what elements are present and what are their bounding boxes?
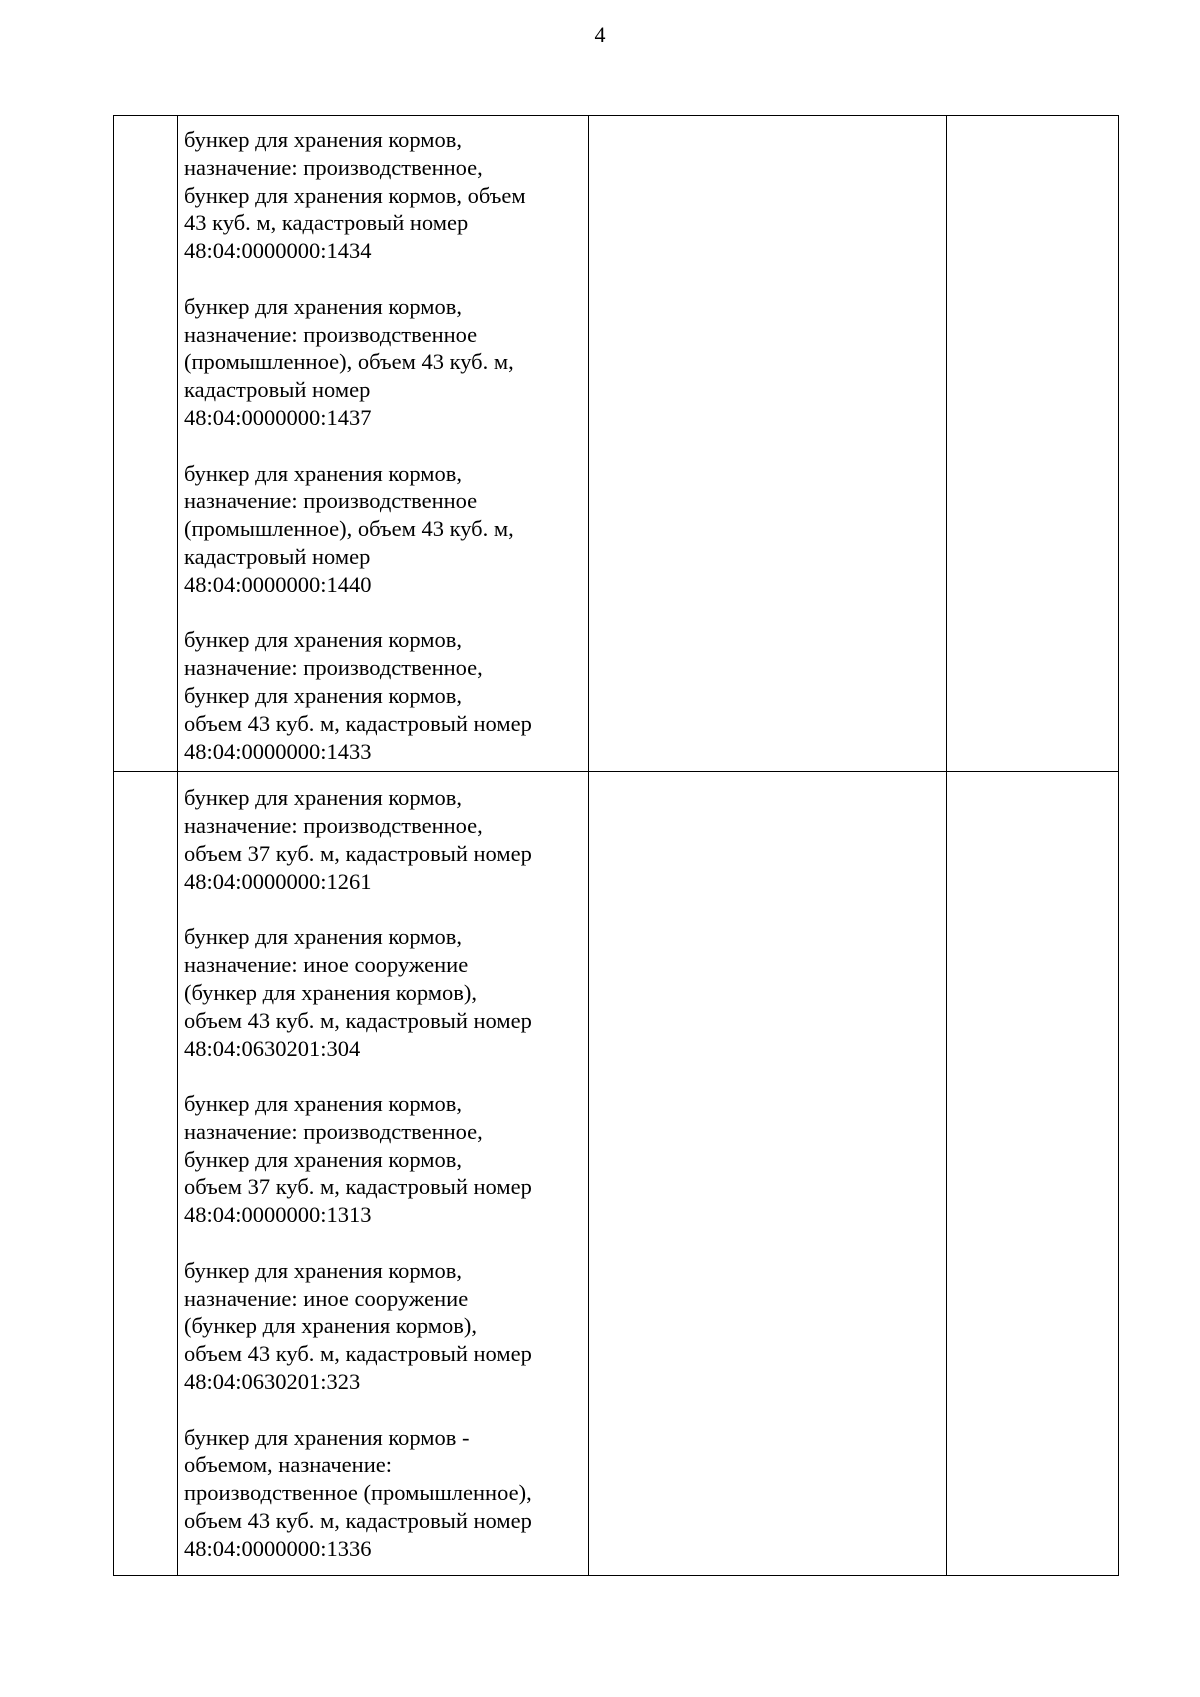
entry-line: объем 43 куб. м, кадастровый номер bbox=[184, 1508, 532, 1534]
entry-line: бункер для хранения кормов, bbox=[184, 627, 463, 653]
entry-line: назначение: иное сооружение bbox=[184, 1285, 469, 1311]
entry-line: бункер для хранения кормов - bbox=[184, 1424, 470, 1450]
description-cell bbox=[178, 116, 589, 772]
entry-line: 48:04:0630201:304 bbox=[184, 1035, 361, 1061]
entry-line: 48:04:0000000:1336 bbox=[184, 1535, 372, 1561]
object-entry bbox=[178, 293, 588, 432]
entry-line: объем 37 куб. м, кадастровый номер bbox=[184, 840, 532, 866]
entry-line: назначение: иное сооружение bbox=[184, 952, 469, 978]
entry-line: 48:04:0000000:1440 bbox=[184, 571, 372, 597]
table-row bbox=[114, 772, 1119, 1575]
entry-line: кадастровый номер bbox=[184, 543, 371, 569]
entry-line: (бункер для хранения кормов), bbox=[184, 1313, 478, 1339]
entry-line: объем 43 куб. м, кадастровый номер bbox=[184, 1341, 532, 1367]
table-row bbox=[114, 116, 1119, 772]
empty-cell bbox=[589, 772, 947, 1575]
object-entry bbox=[178, 460, 588, 599]
entry-line: назначение: производственное, bbox=[184, 655, 483, 681]
object-entry bbox=[178, 626, 588, 765]
entry-line: (промышленное), объем 43 куб. м, bbox=[184, 516, 514, 542]
entry-line: назначение: производственное, bbox=[184, 813, 483, 839]
entry-line: бункер для хранения кормов, bbox=[184, 460, 463, 486]
object-entry bbox=[178, 1090, 588, 1229]
entry-line: 43 куб. м, кадастровый номер bbox=[184, 210, 469, 236]
entry-line: назначение: производственное, bbox=[184, 1118, 483, 1144]
entry-line: производственное (промышленное), bbox=[184, 1480, 532, 1506]
object-entry bbox=[178, 1424, 588, 1563]
entry-line: 48:04:0000000:1437 bbox=[184, 404, 372, 430]
object-entry bbox=[178, 784, 588, 895]
entry-line: назначение: производственное bbox=[184, 321, 478, 347]
property-table bbox=[113, 115, 1119, 1576]
entry-line: объемом, назначение: bbox=[184, 1452, 392, 1478]
description-cell bbox=[178, 772, 589, 1575]
entry-line: объем 37 куб. м, кадастровый номер bbox=[184, 1174, 532, 1200]
entry-line: назначение: производственное bbox=[184, 488, 478, 514]
entry-line: бункер для хранения кормов, bbox=[184, 293, 463, 319]
entry-line: 48:04:0000000:1434 bbox=[184, 238, 372, 264]
object-entry bbox=[178, 923, 588, 1062]
number-cell bbox=[114, 772, 178, 1575]
empty-cell bbox=[947, 772, 1119, 1575]
object-entry bbox=[178, 126, 588, 265]
entry-line: объем 43 куб. м, кадастровый номер bbox=[184, 1007, 532, 1033]
entry-line: (промышленное), объем 43 куб. м, bbox=[184, 349, 514, 375]
entry-line: 48:04:0630201:323 bbox=[184, 1369, 361, 1395]
entry-line: (бункер для хранения кормов), bbox=[184, 979, 478, 1005]
entry-line: бункер для хранения кормов, bbox=[184, 127, 463, 152]
entry-line: назначение: производственное, bbox=[184, 154, 483, 180]
entry-line: 48:04:0000000:1433 bbox=[184, 738, 372, 764]
object-entry bbox=[178, 1257, 588, 1396]
table-body bbox=[114, 116, 1119, 1576]
entry-line: кадастровый номер bbox=[184, 377, 371, 403]
number-cell bbox=[114, 116, 178, 772]
entry-line: бункер для хранения кормов, bbox=[184, 1091, 463, 1117]
entry-line: бункер для хранения кормов, bbox=[184, 924, 463, 950]
entry-line: бункер для хранения кормов, bbox=[184, 682, 463, 708]
entry-line: бункер для хранения кормов, объем bbox=[184, 182, 526, 208]
empty-cell bbox=[947, 116, 1119, 772]
empty-cell bbox=[589, 116, 947, 772]
entry-line: 48:04:0000000:1313 bbox=[184, 1202, 372, 1228]
page-number: 4 bbox=[594, 22, 606, 47]
entry-line: бункер для хранения кормов, bbox=[184, 1257, 463, 1283]
entry-line: 48:04:0000000:1261 bbox=[184, 868, 372, 894]
entry-line: бункер для хранения кормов, bbox=[184, 1146, 463, 1172]
entry-line: объем 43 куб. м, кадастровый номер bbox=[184, 710, 532, 736]
entry-line: бункер для хранения кормов, bbox=[184, 785, 463, 811]
